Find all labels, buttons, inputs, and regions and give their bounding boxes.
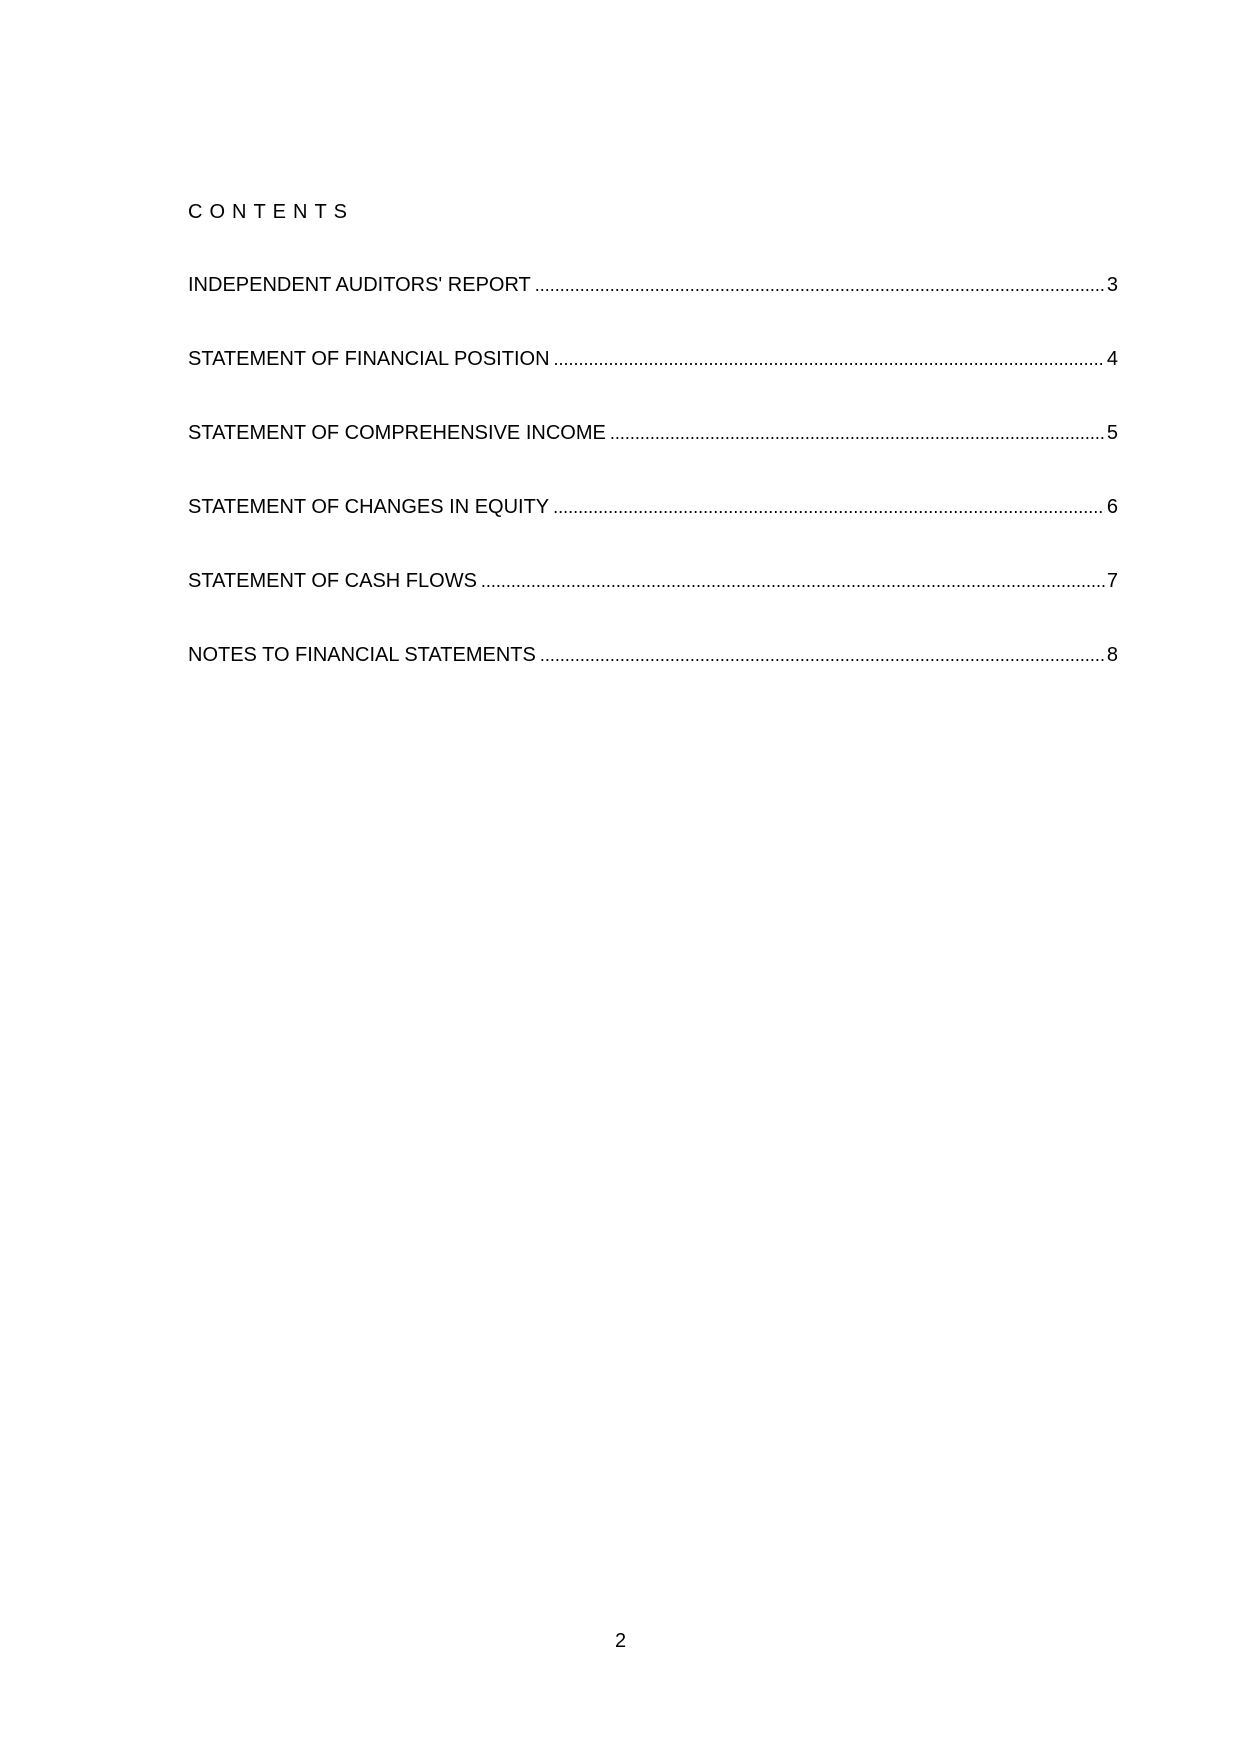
toc-entry-title: STATEMENT OF COMPREHENSIVE INCOME bbox=[188, 422, 606, 444]
toc-entry-title: INDEPENDENT AUDITORS' REPORT bbox=[188, 274, 531, 296]
toc-dot-leader bbox=[554, 347, 1105, 371]
toc-dot-leader bbox=[535, 273, 1105, 297]
toc-dot-leader bbox=[610, 421, 1105, 445]
toc-entry-independent-auditors-report[interactable] bbox=[188, 273, 1118, 297]
toc-entry-statement-of-comprehensive-income[interactable] bbox=[188, 421, 1118, 445]
page-number: 2 bbox=[614, 1630, 627, 1652]
toc-entry-title: STATEMENT OF CASH FLOWS bbox=[188, 570, 477, 592]
toc-entry-statement-of-financial-position[interactable] bbox=[188, 347, 1118, 371]
toc-entry-title: STATEMENT OF FINANCIAL POSITION bbox=[188, 348, 550, 370]
toc-entry-page: 6 bbox=[1106, 496, 1118, 518]
toc-entry-title: NOTES TO FINANCIAL STATEMENTS bbox=[188, 644, 536, 666]
toc-entry-page: 3 bbox=[1106, 274, 1118, 296]
toc-entry-statement-of-changes-in-equity[interactable] bbox=[188, 495, 1118, 519]
toc-entry-page: 5 bbox=[1106, 422, 1118, 444]
table-of-contents bbox=[188, 273, 1118, 717]
toc-entry-title: STATEMENT OF CHANGES IN EQUITY bbox=[188, 496, 550, 518]
toc-dot-leader bbox=[553, 495, 1105, 519]
toc-entry-page: 4 bbox=[1106, 348, 1118, 370]
toc-entry-page: 8 bbox=[1106, 644, 1118, 666]
toc-entry-notes-to-financial-statements[interactable] bbox=[188, 643, 1118, 667]
toc-entry-page: 7 bbox=[1106, 570, 1118, 592]
contents-heading: CONTENTS bbox=[188, 201, 354, 223]
toc-dot-leader bbox=[481, 569, 1105, 593]
toc-entry-statement-of-cash-flows[interactable] bbox=[188, 569, 1118, 593]
toc-dot-leader bbox=[540, 643, 1105, 667]
